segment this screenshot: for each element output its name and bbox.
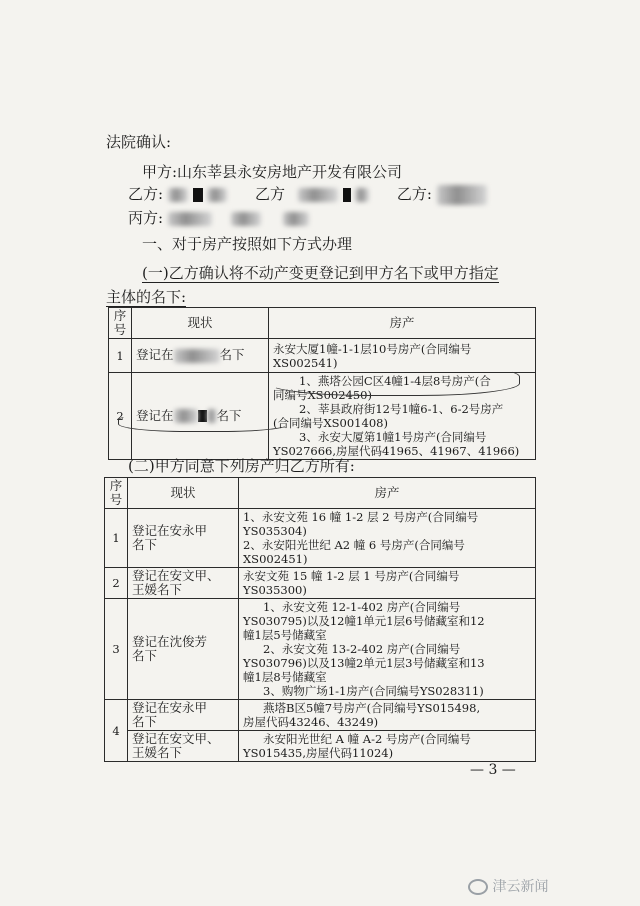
property-line: 燕塔B区5幢7号房产(合同编号YS015498, xyxy=(263,701,481,715)
status-line: 登记在安永甲 xyxy=(132,523,208,538)
property-line: 3、永安大厦第1幢1号房产(合同编号 xyxy=(299,430,487,444)
redaction-blur xyxy=(168,188,188,202)
table-row xyxy=(105,599,536,700)
property-line: 房屋代码43246、43249) xyxy=(243,715,379,729)
header-status: 现状 xyxy=(132,308,269,339)
property-line: YS030796)以及13幢2单元1层3号储藏室和13 xyxy=(243,656,485,670)
row-index: 4 xyxy=(105,700,128,762)
subsection-1-text-2: 主体的名下: xyxy=(106,288,187,306)
weibo-icon xyxy=(468,879,488,895)
subsection-1-line2 xyxy=(106,287,186,307)
property-line: YS030795)以及12幢1单元1层6号储藏室和12 xyxy=(243,614,485,628)
status-line: 王媛名下 xyxy=(132,582,183,597)
redaction-blur xyxy=(298,188,338,202)
status-line: 登记在安文甲、 xyxy=(132,568,220,583)
table-row xyxy=(105,731,536,762)
property-line: 永安大厦1幢-1-1层10号房产(合同编号 xyxy=(273,341,472,356)
header-status: 现状 xyxy=(128,478,239,509)
court-confirm-title: 法院确认: xyxy=(106,133,172,151)
status-line: 登记在安永甲 xyxy=(132,700,208,715)
party-b-label: 乙方: xyxy=(128,185,164,203)
property-line: 1、永安文苑 16 幢 1-2 层 2 号房产(合同编号 xyxy=(243,510,479,524)
redaction-blur xyxy=(207,188,227,202)
handwritten-circle xyxy=(268,364,520,396)
property-line: 2、莘县政府街12号1幢6-1、6-2号房产 xyxy=(299,402,504,416)
row-status xyxy=(128,731,239,762)
redaction-block xyxy=(193,188,203,202)
party-c-line xyxy=(128,208,309,228)
subsection-2-heading: (二)甲方同意下列房产归乙方所有: xyxy=(128,457,355,475)
row-index: 3 xyxy=(105,599,128,700)
status-line: 登记在沈俊芳 xyxy=(132,634,208,649)
property-line: 永安文苑 15 幢 1-2 层 1 号房产(合同编号 xyxy=(243,569,460,583)
property-line: 同编号XS002450) xyxy=(273,388,372,402)
row-status xyxy=(128,700,239,731)
header-property: 房产 xyxy=(239,478,536,509)
property-line: 幢1层5号储藏室 xyxy=(243,628,327,642)
table-header-row xyxy=(109,308,536,339)
table-row xyxy=(105,700,536,731)
watermark-brand: 津云新闻 xyxy=(492,879,549,895)
status-line: 王媛名下 xyxy=(132,745,183,760)
redaction-blur xyxy=(355,188,369,202)
property-line: (合同编号XS001408) xyxy=(273,416,388,430)
property-line: 1、燕塔公园C区4幢1-4层8号房产(合 xyxy=(299,374,491,388)
redaction-blur xyxy=(174,349,220,363)
redaction-block xyxy=(343,188,351,202)
property-line: 幢1层8号储藏室 xyxy=(243,670,327,684)
row-status xyxy=(132,339,269,373)
property-line: 3、购物广场1-1房产(合同编号YS028311) xyxy=(263,684,484,698)
redaction-blur xyxy=(283,212,309,226)
watermark xyxy=(468,876,548,896)
status-prefix: 登记在 xyxy=(136,347,174,363)
property-line: 2、永安文苑 13-2-402 房产(合同编号 xyxy=(263,642,461,656)
party-a-line: 甲方:山东莘县永安房地产开发有限公司 xyxy=(142,163,403,181)
row-index: 1 xyxy=(105,509,128,568)
row-property xyxy=(239,568,536,599)
table-row xyxy=(105,568,536,599)
section-1-heading: 一、对于房产按照如下方式办理 xyxy=(142,235,353,253)
property-line: 2、永安阳光世纪 A2 幢 6 号房产(合同编号 xyxy=(243,538,465,552)
party-c-label: 丙方: xyxy=(128,209,164,227)
redaction-blur xyxy=(168,212,212,226)
status-line: 名下 xyxy=(132,714,158,729)
status-line: 名下 xyxy=(132,537,158,552)
header-index: 序号 xyxy=(105,478,128,509)
party-b-mid: 乙方 xyxy=(254,185,285,203)
subsection-1-line1 xyxy=(142,263,499,283)
status-suffix: 名下 xyxy=(219,347,245,363)
property-line: XS002451) xyxy=(243,552,308,566)
row-property xyxy=(239,509,536,568)
row-index: 2 xyxy=(105,568,128,599)
property-line: YS027666,房屋代码41965、41967、41966) xyxy=(273,444,520,458)
redaction-blur xyxy=(437,185,487,205)
property-line: YS035304) xyxy=(243,524,307,538)
row-status xyxy=(128,509,239,568)
party-b-line xyxy=(128,184,487,205)
redaction-blur xyxy=(231,212,261,226)
property-line: XS002541) xyxy=(273,355,338,370)
row-status xyxy=(128,568,239,599)
subsection-1-text: (一)乙方确认将不动产变更登记到甲方名下或甲方指定 xyxy=(142,264,499,282)
allocation-table xyxy=(104,477,536,762)
row-property xyxy=(239,599,536,700)
row-status xyxy=(128,599,239,700)
status-suffix: 名下 xyxy=(216,407,242,423)
status-line: 名下 xyxy=(132,648,158,663)
status-prefix: 登记在 xyxy=(136,407,174,423)
row-property xyxy=(239,700,536,731)
row-index: 1 xyxy=(109,339,132,373)
property-line: YS015435,房屋代码11024) xyxy=(243,746,394,760)
table-row xyxy=(105,509,536,568)
row-index: 2 xyxy=(109,373,132,460)
table-header-row xyxy=(105,478,536,509)
header-index: 序号 xyxy=(109,308,132,339)
status-line: 登记在安文甲、 xyxy=(132,731,220,746)
property-line: YS035300) xyxy=(243,583,307,597)
row-property xyxy=(239,731,536,762)
property-line: 1、永安文苑 12-1-402 房产(合同编号 xyxy=(263,600,461,614)
property-line: 永安阳光世纪 A 幢 A-2 号房产(合同编号 xyxy=(263,732,471,746)
header-property: 房产 xyxy=(269,308,536,339)
party-b-label-2: 乙方: xyxy=(396,185,432,203)
page-number: — 3 — xyxy=(470,762,516,778)
handwritten-underline xyxy=(118,412,290,432)
